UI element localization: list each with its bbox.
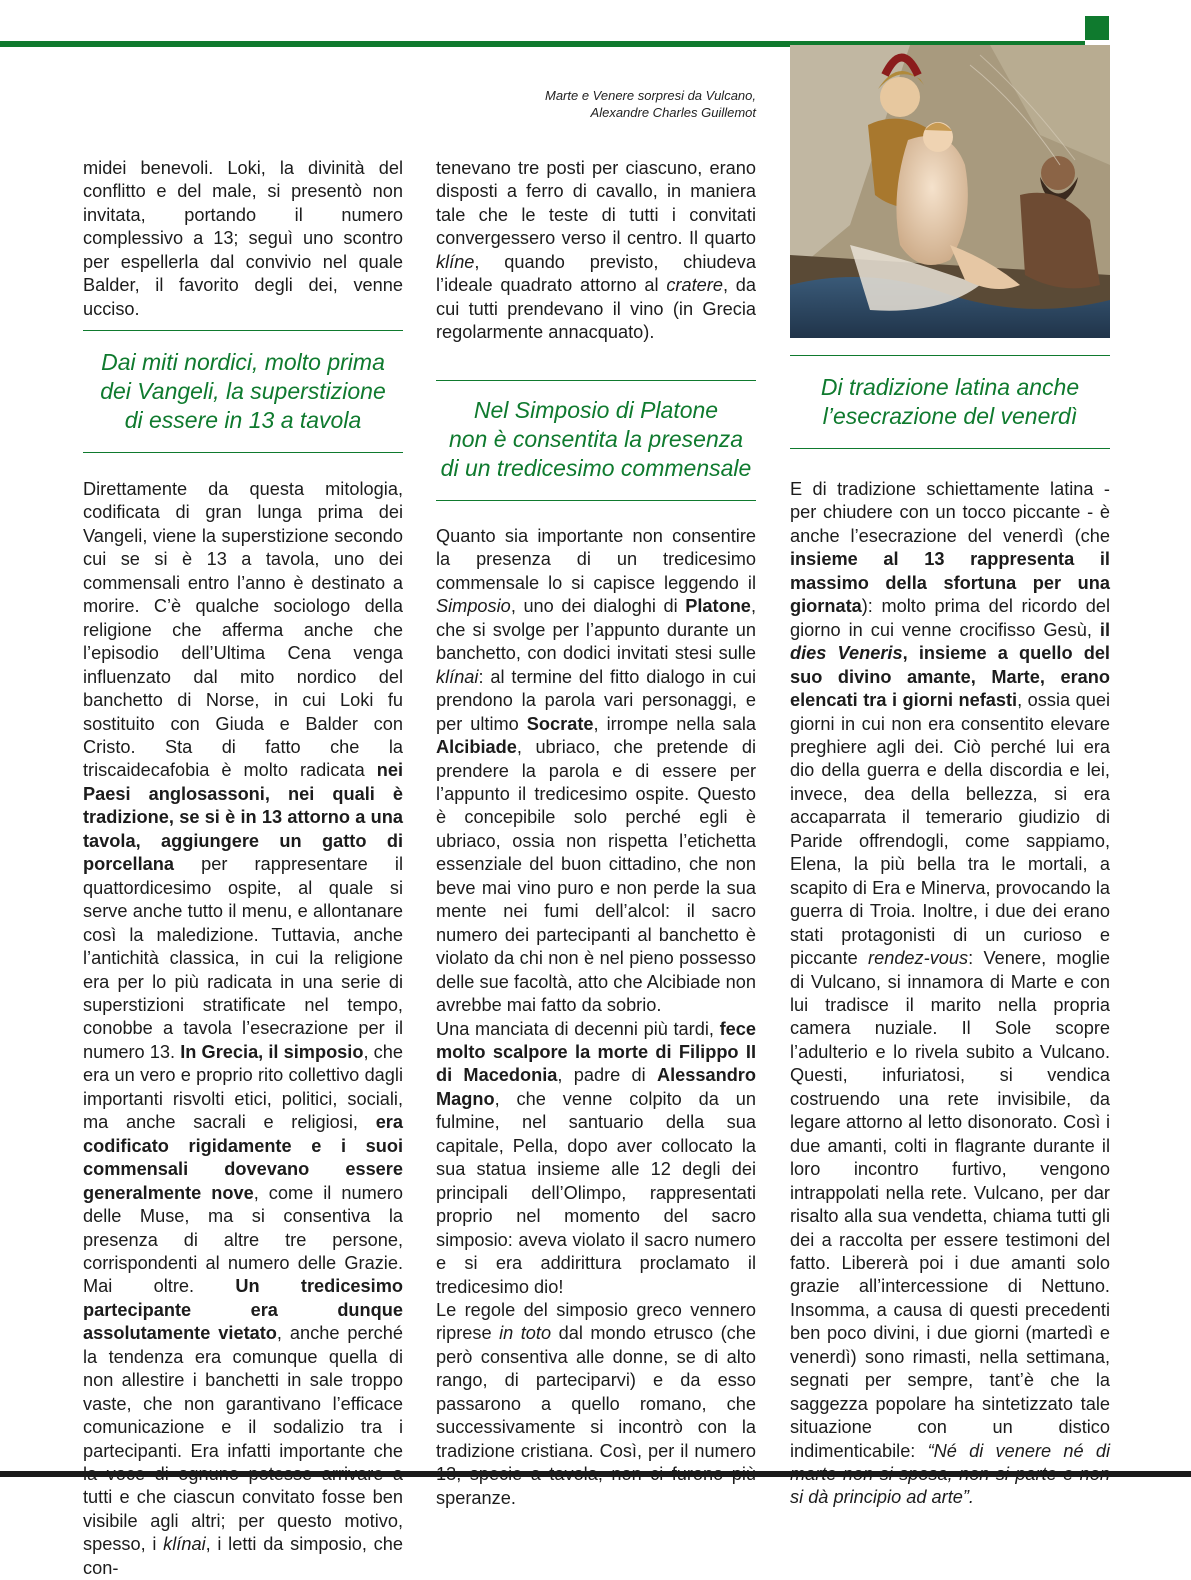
text-run: in toto: [499, 1323, 552, 1344]
text-run: Un tredicesimo partecipante era dunque assolutamente vietato: [83, 1276, 403, 1344]
text-run: klínai: [436, 666, 479, 687]
text-run: , che venne colpito da un fulmine, nel santuario della sua capitale, Pella, dopo aver collocato la sua statua insieme alle 12 degli dei principali dell’Olimpo, rappresentati proprio nel momento del sacro simposio: aveva violato il sacro numero e si era addirittura proclamato il tredicesimo dio!: [436, 1088, 756, 1297]
text-run: , come il numero delle Muse, ma si consentiva la presenza di altre tre persone, corrispondenti al numero delle Grazie. Mai oltre.: [83, 1182, 404, 1297]
image-caption: [500, 87, 756, 121]
col2-lead-paragraph: [436, 157, 756, 345]
divider: [436, 380, 756, 381]
text-run: , da cui tutti prendevano il vino (in Grecia regolarmente annacquato).: [436, 275, 756, 343]
text-run: Direttamente da questa mitologia, codificata di gran lunga prima dei Vangeli, viene la superstizione secondo cui se si è 13 a tavola, uno dei commensali entro l’anno è destinato a morire. C’è qualche sociologo della religione che afferma anche che l’episodio dell’Ultima Cena venga influenzato dal mito nordico del banchetto di Norse, in cui Loki fu sostituito con Giuda e Balder con Cristo. Sta di fatto che la triscaidecafobia è molto radicata: [83, 479, 403, 781]
text-run: , ossia quei giorni in cui non era consentito elevare preghiere agli dei. Ciò perché lui era dio della guerra e della discordia e lei, invece, dea della bellezza, si era accaparrata il temerario giudizio di Paride offrendogli, come sappiamo, Elena, la più bella tra le mortali, a scapito di Era e Minerva, provocando la guerra di Troia. Inoltre, i due dei erano stati protagonisti di un curioso e piccante: [790, 690, 1110, 969]
divider: [790, 355, 1110, 356]
text-run: per rappresentare il quattordicesimo ospite, al quale si serve anche tutto il menu, e allontanare così la maledizione. Tuttavia, anche l’antichità classica, in cui la religione era per lo più radicata in una serie di superstizioni stratificate nel tempo, conobbe a tavola l’esecrazione per il numero 13.: [83, 854, 403, 1062]
text-run: E di tradizione schiettamente latina - per chiudere con un tocco piccante - è anche l’esecrazione del venerdì (che: [790, 479, 1110, 546]
divider: [83, 330, 403, 331]
pullquote-line: non è consentita la presenza: [448, 426, 744, 452]
column-1-body: [83, 478, 403, 1580]
text-run: , irrompe nella sala: [593, 713, 756, 734]
divider: [83, 452, 403, 453]
text-run: , uno dei dialoghi di: [510, 596, 686, 617]
text-run: nei Paesi anglosassoni, nei quali è tradizione, se si è in 13 attorno a una tavola, aggiungere un gatto di porcellana: [83, 760, 403, 875]
text-run: klíne: [436, 251, 475, 272]
pullquote-line: di un tredicesimo commensale: [440, 455, 752, 481]
pullquote-line: Di tradizione latina anche: [820, 374, 1080, 400]
divider: [436, 500, 756, 501]
text-run: Alcibiade: [436, 737, 517, 758]
text-run: , i letti da simposio, che con-: [83, 1534, 403, 1578]
divider: [790, 448, 1110, 449]
pullquote-line: dei Vangeli, la superstizione: [100, 378, 386, 404]
text-run: fece molto scalpore la morte di Filippo II di Macedonia: [436, 1018, 756, 1086]
pullquote-left: [83, 348, 403, 435]
text-run: cratere: [666, 275, 723, 296]
caption-line-2: Alexandre Charles Guillemot: [590, 105, 756, 120]
text-run: , insieme a quello del suo divino amante, Marte, erano elencati tra i giorni nefasti: [790, 643, 1110, 711]
text-run: , che si svolge per l’appunto durante un banchetto, con dodici invitati stesi sulle: [436, 596, 756, 664]
text-run: , ubriaco, che pretende di prendere la parola e di essere per l’appunto il tredicesimo ospite. Questo è concepibile solo perché egli è ubriaco, ossia non rispetta l’etichetta essenziale del buon cittadino, che non beve mai vino puro e non perde la sua mente nei fumi dell’alcol: il sacro numero dei partecipanti al banchetto è violato da chi non è nel pieno possesso delle sue facoltà, atto che Alcibiade non avrebbe mai fatto da sobrio.: [436, 737, 756, 1016]
text-run: “Né di venere né di si dà principio ad arte”.: [790, 1440, 1110, 1508]
text-run: il: [1099, 619, 1110, 640]
col3-paragraph: [790, 478, 1110, 1510]
column-1: [83, 157, 403, 321]
column-2-body: [436, 525, 756, 1510]
col2-paragraph-filippo: [436, 1018, 756, 1299]
text-run: , che era un vero e proprio rito collettivo dagli importanti risvolti etici, politici, sociali, ma anche sacrali e religiosi,: [83, 1041, 403, 1133]
painting-image: [790, 45, 1110, 338]
text-run: : al termine del fitto dialogo in cui prendono la parola vari personaggi, e per ultimo: [436, 666, 756, 734]
pullquote-line: Nel Simposio di Platone: [473, 397, 719, 423]
text-run: , padre di: [557, 1065, 657, 1086]
text-run: dal mondo etrusco (che però consentiva alle donne, se di alto rango, di parteciparvi) e da esso passarono a quello romano, che successivamente si incontrò con la tradizione cristiana. Così, per il numero speranze.: [436, 1323, 756, 1508]
text-run: : Venere, moglie di Vulcano, si innamora di Marte e con lui tradisce il marito nella propria camera nuziale. Il Sole scopre l’adulterio e lo rivela subito a Vulcano. Questi, infuriatosi, si vendica costruendo una rete invisibile, da legare attorno al letto disonorato. Così i due amanti, colti in flagrante durante il loro incontro furtivo, vengono intrappolati nella rete. Vulcano, per dar risalto alla sua vendetta, chiama tutti gli dei a raccolta per essere testimoni del fatto. Libererà poi i due amanti solo grazie all’intercessione di Nettuno. Insomma, a causa di questi precedenti ben poco divini, i due giorni (martedì e venerdì) sono rimasti, nella settimana, segnati per sempre, tant’è che la saggezza popolare ha sintetizzato tale situazione con un distico indimenticabile:: [790, 948, 1111, 1461]
text-run: , quando previsto, chiudeva l’ideale quadrato attorno al: [436, 251, 756, 296]
text-run: Le regole del simposio greco vennero riprese: [436, 1299, 756, 1344]
caption-line-1: Marte e Venere sorpresi da Vulcano,: [544, 88, 756, 103]
text-run: Platone: [685, 596, 751, 617]
text-run: tenevano tre posti per ciascuno, erano disposti a ferro di cavallo, in maniera tale che le teste di tutti i convitati convergessero verso il centro. Il quarto: [436, 158, 756, 249]
pullquote-line: Dai miti nordici, molto prima: [101, 349, 385, 375]
text-run: Quanto sia importante non consentire la presenza di un tredicesimo commensale lo si capisce leggendo il: [436, 526, 756, 593]
text-run: rendez-vous: [868, 948, 969, 969]
col1-lead-paragraph: midei benevoli. Loki, la divinità del conflitto e del male, si presentò non invitata, portando il numero complessivo a 13; seguì uno scontro per espellerla dal convivio nel quale Balder, il favorito degli dei, venne ucciso.: [83, 158, 403, 319]
text-run: ): molto prima del ricordo del giorno in cui venne crocifisso Gesù,: [790, 596, 1110, 640]
pullquote-line: l’esecrazione del venerdì: [822, 403, 1078, 429]
column-3-body: [790, 478, 1110, 1510]
text-run: Una manciata di decenni più tardi,: [436, 1018, 720, 1039]
text-run: klínai: [163, 1534, 206, 1555]
pullquote-line: di essere in 13 a tavola: [124, 407, 362, 433]
text-run: era codificato rigidamente e i suoi commensali dovevano essere generalmente nove: [83, 1112, 403, 1203]
pullquote-middle: [436, 396, 756, 483]
corner-green-square: [1085, 16, 1109, 40]
text-run: Alessandro Magno: [436, 1065, 756, 1109]
text-run: , anche perché la tendenza era comunque quella di non allestire i banchetti in sale troppo vaste, che non garantivano l’efficace comunicazione e il sodalizio tra i partecipanti. Era infatti importante che tutti e che ciascun convitato fosse ben visibile agli altri; per questo motivo, spesso, i: [83, 1323, 404, 1555]
bottom-rule: [0, 1471, 1191, 1477]
text-run: Socrate: [526, 713, 594, 734]
col2-paragraph-etrusco: [436, 1299, 756, 1510]
column-2: [436, 157, 756, 345]
col1-body-paragraph: [83, 478, 403, 1580]
text-run: In Grecia, il simposio: [180, 1041, 364, 1062]
pullquote-right: [790, 373, 1110, 431]
text-run: insieme al 13 rappresenta il massimo della sfortuna per una giornata: [790, 549, 1110, 617]
col2-paragraph-platone: [436, 525, 756, 1018]
text-run: Simposio: [436, 596, 511, 617]
text-run: dies Veneris: [790, 643, 903, 664]
